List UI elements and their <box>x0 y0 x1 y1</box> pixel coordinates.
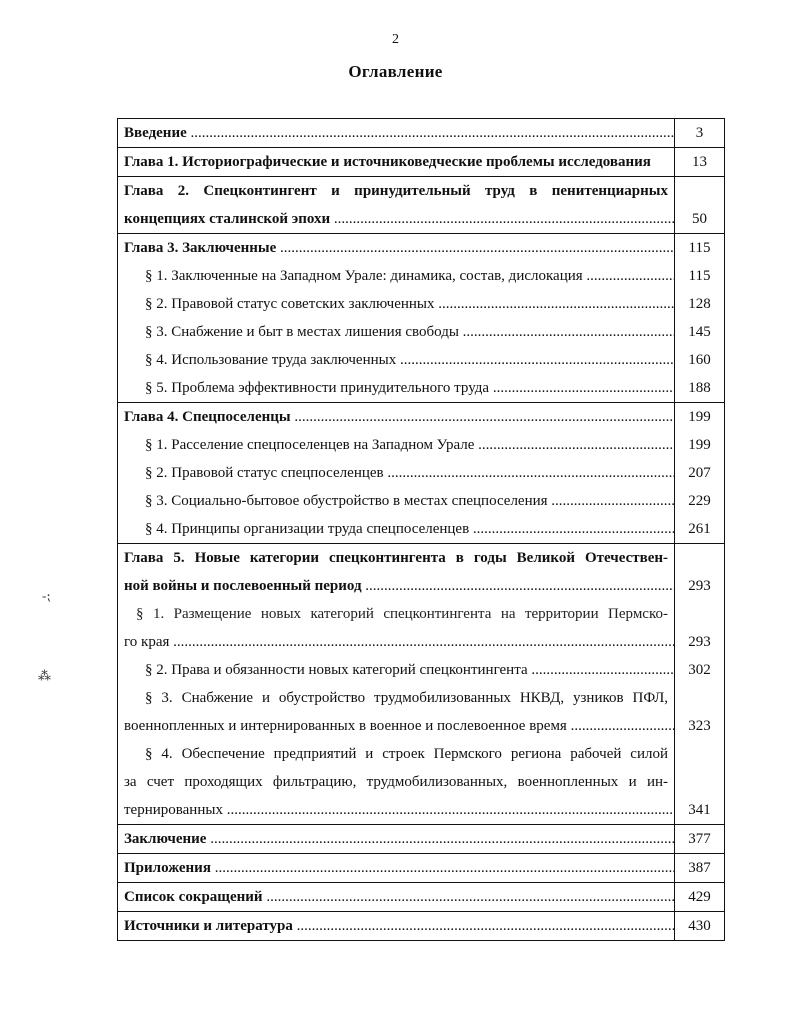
toc-page-number: 302 <box>688 662 711 678</box>
toc-page-number: 261 <box>688 521 711 537</box>
toc-row-abbreviations <box>118 883 725 912</box>
toc-section-label-line: военнопленных и интернированных в военное и послевоенное время ..... <box>118 712 674 740</box>
toc-page-number: 188 <box>688 380 711 396</box>
toc-section-label: § 3. Социально-бытовое обустройство в местах спецпоселения ..... <box>118 487 674 515</box>
toc-entry-label-line: ной войны и послевоенный период ..... <box>118 572 674 600</box>
toc-row-chapter-2 <box>118 177 725 234</box>
toc-page-number: 115 <box>688 240 711 256</box>
table-of-contents <box>117 118 725 941</box>
toc-section-label: § 4. Принципы организации труда спецпоселенцев ..... <box>118 515 674 543</box>
toc-page-number: 199 <box>688 437 711 453</box>
toc-page-number: 128 <box>688 296 711 312</box>
toc-entry-label-line: Глава 2. Спецконтингент и принудительный труд в пенитенциарных <box>124 183 668 199</box>
toc-entry-label: Введение ..... <box>118 119 674 147</box>
toc-section-label: § 2. Права и обязанности новых категорий спецконтингента ..... <box>118 656 674 684</box>
toc-page-number: 115 <box>688 268 711 284</box>
toc-page-number: 293 <box>688 634 711 650</box>
toc-section-label: § 2. Правовой статус советских заключенных ..... <box>118 290 674 318</box>
toc-page-number: 429 <box>688 889 711 905</box>
toc-entry-label-line: концепциях сталинской эпохи ..... <box>118 205 674 233</box>
scan-speck: -⁏ <box>42 588 51 603</box>
toc-section-label: § 3. Снабжение и быт в местах лишения свободы ..... <box>118 318 674 346</box>
toc-entry-label: Глава 1. Историографические и источниковедческие проблемы исследования <box>124 154 651 170</box>
toc-entry-label: Список сокращений ..... <box>118 883 674 911</box>
toc-row-chapter-4 <box>118 403 725 544</box>
toc-page-number: 377 <box>688 831 711 847</box>
toc-entry-label-line: Глава 5. Новые категории спецконтингента в годы Великой Отечествен- <box>124 550 668 566</box>
toc-section-label-line: тернированных ..... <box>118 796 674 824</box>
toc-section-label: § 2. Правовой статус спецпоселенцев ..... <box>118 459 674 487</box>
toc-page-number: 145 <box>688 324 711 340</box>
toc-page-number: 323 <box>688 718 711 734</box>
toc-section-label-line: го края ..... <box>118 628 674 656</box>
toc-page-number: 430 <box>688 918 711 934</box>
toc-entry-label: Источники и литература ..... <box>118 912 674 940</box>
toc-page-number: 50 <box>692 211 707 227</box>
toc-section-label-line: § 3. Снабжение и обустройство трудмобилизованных НКВД, узников ПФЛ, <box>145 690 668 706</box>
toc-section-label: § 5. Проблема эффективности принудительного труда ..... <box>118 374 674 402</box>
toc-page-number: 13 <box>692 154 707 170</box>
toc-page-number: 199 <box>688 409 711 425</box>
page-title: Оглавление <box>348 62 443 81</box>
toc-page-number: 229 <box>688 493 711 509</box>
toc-page-number: 207 <box>688 465 711 481</box>
toc-section-label-line: § 1. Размещение новых категорий спецконтингента на территории Пермско- <box>136 606 668 622</box>
toc-row-chapter-5 <box>118 544 725 825</box>
page-number: 2 <box>392 32 399 47</box>
toc-section-label: § 1. Заключенные на Западном Урале: динамика, состав, дислокация ..... <box>118 262 674 290</box>
toc-row-conclusion <box>118 825 725 854</box>
toc-row-intro <box>118 119 725 148</box>
toc-row-chapter-3 <box>118 234 725 403</box>
toc-page-number: 160 <box>688 352 711 368</box>
toc-row-appendices <box>118 854 725 883</box>
toc-row-chapter-1 <box>118 148 725 177</box>
toc-entry-label: Заключение ..... <box>118 825 674 853</box>
toc-page-number: 341 <box>688 802 711 818</box>
toc-page-number: 387 <box>688 860 711 876</box>
toc-page-number: 3 <box>695 125 704 141</box>
toc-section-label: § 1. Расселение спецпоселенцев на Западном Урале ..... <box>118 431 674 459</box>
toc-entry-label: Глава 3. Заключенные ..... <box>118 234 674 262</box>
toc-page-number: 293 <box>688 578 711 594</box>
toc-section-label-line: за счет проходящих фильтрацию, трудмобилизованных, военнопленных и ин- <box>124 774 668 790</box>
scan-speck: ⁂ <box>38 668 51 683</box>
toc-section-label: § 4. Использование труда заключенных ..... <box>118 346 674 374</box>
toc-entry-label: Глава 4. Спецпоселенцы ..... <box>118 403 674 431</box>
toc-row-sources <box>118 912 725 941</box>
toc-section-label-line: § 4. Обеспечение предприятий и строек Пермского региона рабочей силой <box>145 746 668 762</box>
toc-entry-label: Приложения ..... <box>118 854 674 882</box>
